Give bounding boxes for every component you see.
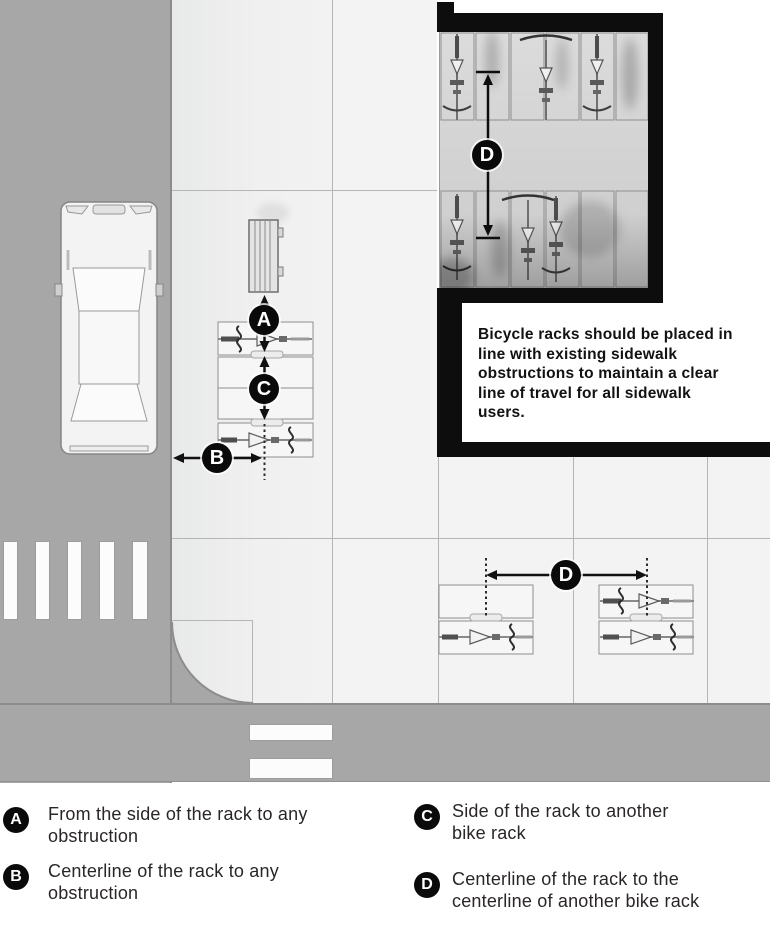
marker-d-plan: D bbox=[551, 560, 581, 590]
legend-line: Side of the rack to another bbox=[452, 801, 669, 821]
legend-item-d bbox=[452, 868, 699, 912]
note-box-left-border bbox=[437, 303, 462, 442]
photo-frame-bottom bbox=[437, 288, 663, 303]
photo-frame-corner-tab bbox=[437, 2, 454, 32]
note-line: Bicycle racks should be placed in bbox=[478, 326, 733, 343]
legend-item-b bbox=[48, 860, 279, 904]
legend-badge-a: A bbox=[3, 807, 29, 833]
marker-d-photo: D bbox=[472, 140, 502, 170]
parked-car bbox=[55, 202, 163, 454]
legend-line: Centerline of the rack to any bbox=[48, 861, 279, 881]
legend-line: Centerline of the rack to the bbox=[452, 869, 679, 889]
note-text bbox=[478, 325, 764, 423]
bike-rack-group-2 bbox=[439, 585, 694, 654]
note-line: users. bbox=[478, 404, 525, 421]
marker-c: C bbox=[249, 374, 279, 404]
legend-badge-b: B bbox=[3, 864, 29, 890]
street-corner bbox=[172, 618, 253, 703]
marker-b: B bbox=[202, 443, 232, 473]
legend-line: obstruction bbox=[48, 826, 139, 846]
legend-line: bike rack bbox=[452, 823, 526, 843]
note-line: line of travel for all sidewalk bbox=[478, 384, 691, 402]
legend-item-a bbox=[48, 803, 308, 847]
inset-panel bbox=[437, 0, 770, 457]
note-line: obstructions to maintain a clear bbox=[478, 365, 719, 382]
legend-badge-d: D bbox=[414, 872, 440, 898]
photo-frame-top bbox=[437, 13, 663, 32]
bike-parking-photo bbox=[439, 14, 648, 288]
photo-frame-right bbox=[648, 13, 663, 303]
legend-badge-c: C bbox=[414, 804, 440, 830]
photo-bottom-shade bbox=[440, 214, 649, 288]
note-line: line with existing sidewalk bbox=[478, 345, 678, 363]
sidewalk-obstruction-bench bbox=[249, 203, 289, 292]
marker-a: A bbox=[249, 305, 279, 335]
legend-item-c bbox=[452, 800, 669, 844]
note-box-bottom-bar bbox=[437, 442, 770, 457]
legend-line: obstruction bbox=[48, 883, 139, 903]
legend-line: From the side of the rack to any bbox=[48, 804, 308, 824]
legend-line: centerline of another bike rack bbox=[452, 891, 700, 911]
